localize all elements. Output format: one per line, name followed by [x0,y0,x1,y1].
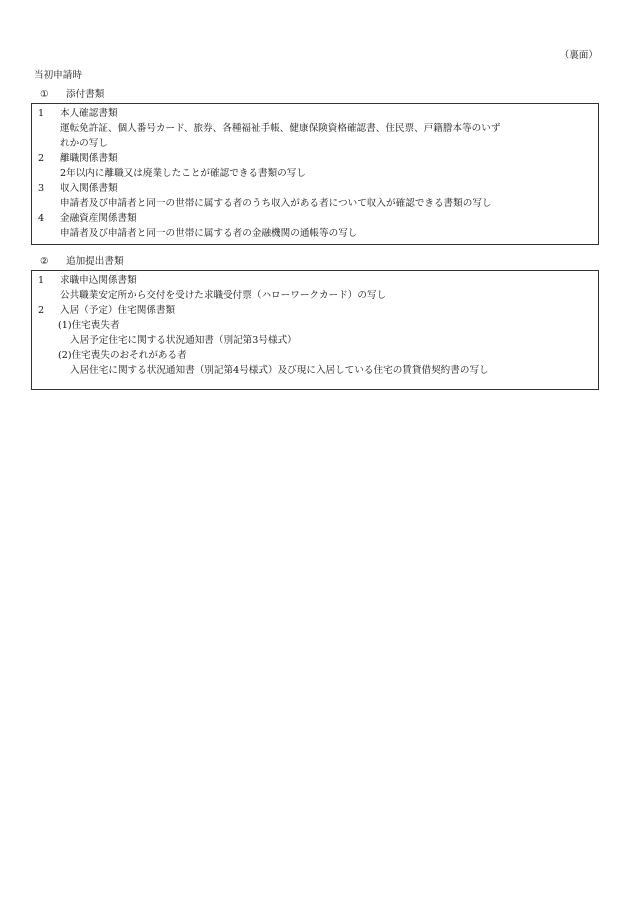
section1-title: 添付書類 [66,89,105,100]
item-number: 2 [38,305,45,316]
item-number: 4 [38,213,45,224]
section2-number: ② [40,256,49,267]
item-title: 入居（予定）住宅関係書類 [60,305,176,316]
item-description: 2年以内に離職又は廃業したことが確認できる書類の写し [60,168,306,179]
additional-documents-box [31,270,599,390]
item-title: 求職申込関係書類 [60,275,137,286]
list-item [32,303,598,318]
item-description: 公共職業安定所から交付を受けた求職受付票（ハローワークカード）の写し [60,290,387,301]
initial-application-heading: 当初申請時 [34,70,82,81]
item-number: 1 [38,108,45,119]
item-number: 3 [38,183,45,194]
item-description: 運転免許証、個人番号カード、旅券、各種福祉手帳、健康保険資格確認書、住民票、戸籍謄本等のいず [60,123,501,134]
list-item [32,273,598,288]
list-item [32,181,598,196]
item-description: 申請者及び申請者と同一の世帯に属する者の金融機関の通帳等の写し [60,228,358,239]
section1-heading [40,87,104,102]
sub-item-description: 入居予定住宅に関する状況通知書（別記第3号様式） [70,335,297,346]
sub-item-heading: (2)住宅喪失のおそれがある者 [58,350,187,361]
item-title: 金融資産関係書類 [60,213,137,224]
item-title: 本人確認書類 [60,108,118,119]
list-item [32,106,598,121]
item-number: 1 [38,275,45,286]
item-number: 2 [38,153,45,164]
section2-heading [40,254,124,269]
list-item [32,211,598,226]
page-side-label: （裏面） [559,50,598,61]
item-title: 収入関係書類 [60,183,118,194]
attachment-documents-box [31,103,599,245]
sub-item-description: 入居住宅に関する状況通知書（別記第4号様式）及び現に入居している住宅の賃貸借契約書の写し [70,365,489,376]
item-description: 申請者及び申請者と同一の世帯に属する者のうち収入がある者について収入が確認できる書類の写し [60,198,492,209]
section1-number: ① [40,89,49,100]
item-description-continued: れかの写し [60,138,108,149]
section2-title: 追加提出書類 [66,256,124,267]
item-title: 離職関係書類 [60,153,118,164]
list-item [32,151,598,166]
sub-item-heading: (1)住宅喪失者 [58,320,120,331]
